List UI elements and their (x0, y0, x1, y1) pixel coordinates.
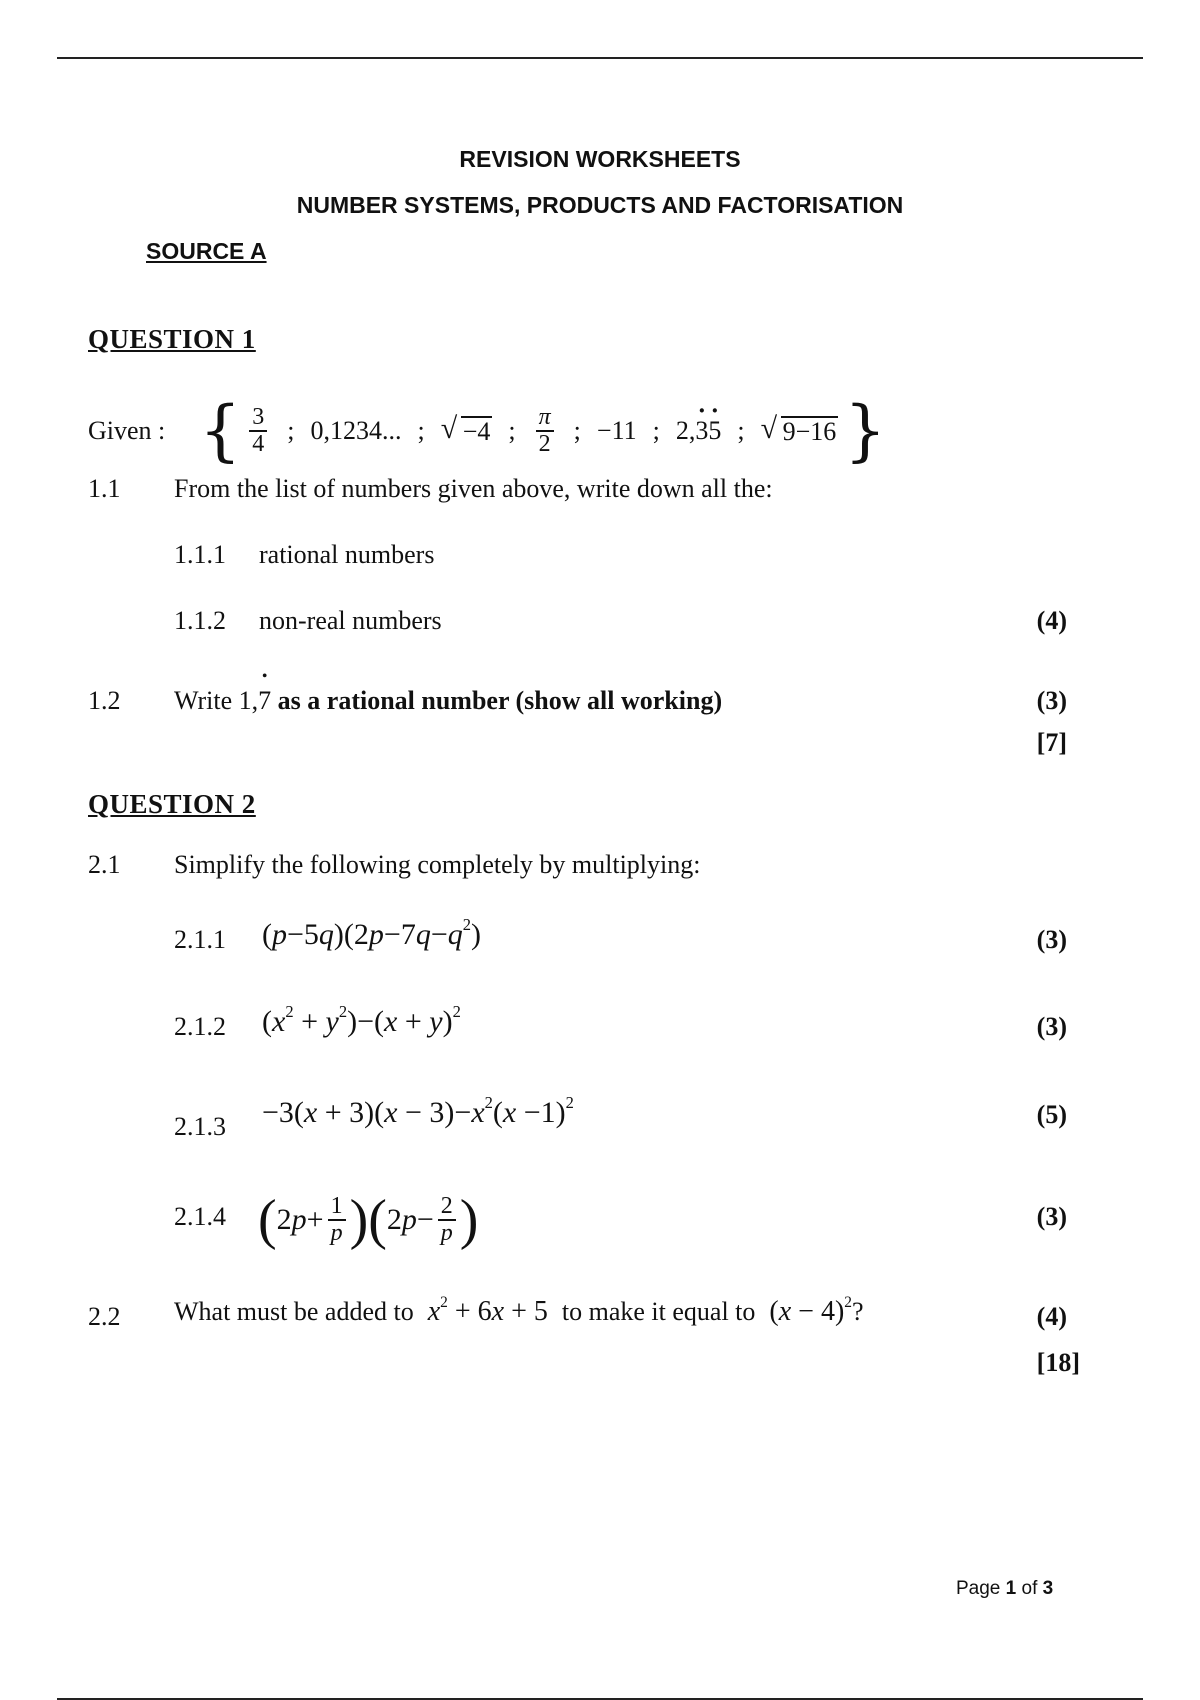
worksheet-title: REVISION WORKSHEETS (459, 146, 741, 172)
q1-1-text: From the list of numbers given above, write down all the: (174, 474, 773, 503)
negative-eleven: −11 (596, 416, 637, 445)
q1-total: [7] (1036, 728, 1067, 757)
q1-1-marks: (4) (1036, 606, 1067, 635)
q2-1-4-marks: (3) (1036, 1202, 1067, 1231)
top-rule (57, 57, 1143, 59)
source-label: SOURCE A (146, 238, 267, 264)
q2-1-3-number: 2.1.3 (174, 1112, 226, 1141)
q1-1-2-number: 1.1.2 (174, 606, 226, 635)
q2-2-text: What must be added to $x^2 + 6x + 5$ to make it equal to $(x - 4)^2$ ? (174, 1293, 864, 1327)
q2-2-marks: (4) (1036, 1302, 1067, 1331)
q1-1-2-text: non-real numbers (259, 606, 442, 635)
open-brace: { (199, 392, 242, 469)
sqrt-negative-four: √ −4 (440, 411, 491, 446)
q2-1-1-expression: $(p-5q)(2p-7q-q^2)$ (262, 914, 481, 951)
fraction-three-quarters: $\frac{3}{4}$ (249, 405, 267, 457)
q2-1-2-number: 2.1.2 (174, 1012, 226, 1041)
given-set-row: Given : { $\frac{3}{4}$ ; 0,1234... ; √ −4 ; $\frac{\pi}{2}$ ; −11 ; 2,· 3· 5 ; √ 9−16 } (88, 386, 886, 476)
question-2-heading: QUESTION 2 (88, 789, 256, 819)
fraction-pi-over-two: $\frac{\pi}{2}$ (536, 405, 554, 457)
q1-1-number: 1.1 (88, 474, 121, 503)
sqrt-nine-minus-sixteen: √ 9−16 (760, 411, 837, 446)
question-1-heading: QUESTION 1 (88, 324, 256, 354)
q2-2-number: 2.2 (88, 1302, 121, 1331)
q2-1-1-marks: (3) (1036, 925, 1067, 954)
q2-1-1-number: 2.1.1 (174, 925, 226, 954)
q1-1-1-text: rational numbers (259, 540, 435, 569)
q2-total: [18] (1036, 1348, 1080, 1377)
q1-2-number: 1.2 (88, 686, 121, 715)
page-number: Page 1 of 3 (956, 1578, 1054, 1599)
q2-1-number: 2.1 (88, 850, 121, 879)
recurring-decimal: 2,· 3· 5 (676, 416, 722, 446)
worksheet-subtitle: NUMBER SYSTEMS, PRODUCTS AND FACTORISATION (296, 192, 904, 218)
close-brace: } (844, 392, 887, 469)
q2-1-4-expression: ( 2 p + $\frac{1}{p}$ )( 2 p − $\frac{2}{p}$ ) (258, 1189, 479, 1251)
recurring-value: 1,• 7 (239, 686, 272, 715)
decimal-value: 0,1234... (310, 416, 402, 445)
q1-2-marks: (3) (1036, 686, 1067, 715)
q2-1-4-number: 2.1.4 (174, 1202, 226, 1231)
q2-1-2-expression: $(x^2 + y^2)-(x + y)^2$ (262, 1001, 461, 1038)
q2-1-3-marks: (5) (1036, 1100, 1067, 1129)
q2-1-3-expression: $-3(x + 3)(x - 3)-x^2(x -1)^2$ (262, 1092, 574, 1129)
q1-2-text: Write 1,• 7 as a rational number (show all working) (174, 686, 722, 716)
q1-1-1-number: 1.1.1 (174, 540, 226, 569)
q2-1-text: Simplify the following completely by multiplying: (174, 850, 701, 879)
given-label: Given : (88, 416, 166, 445)
q2-1-2-marks: (3) (1036, 1012, 1067, 1041)
